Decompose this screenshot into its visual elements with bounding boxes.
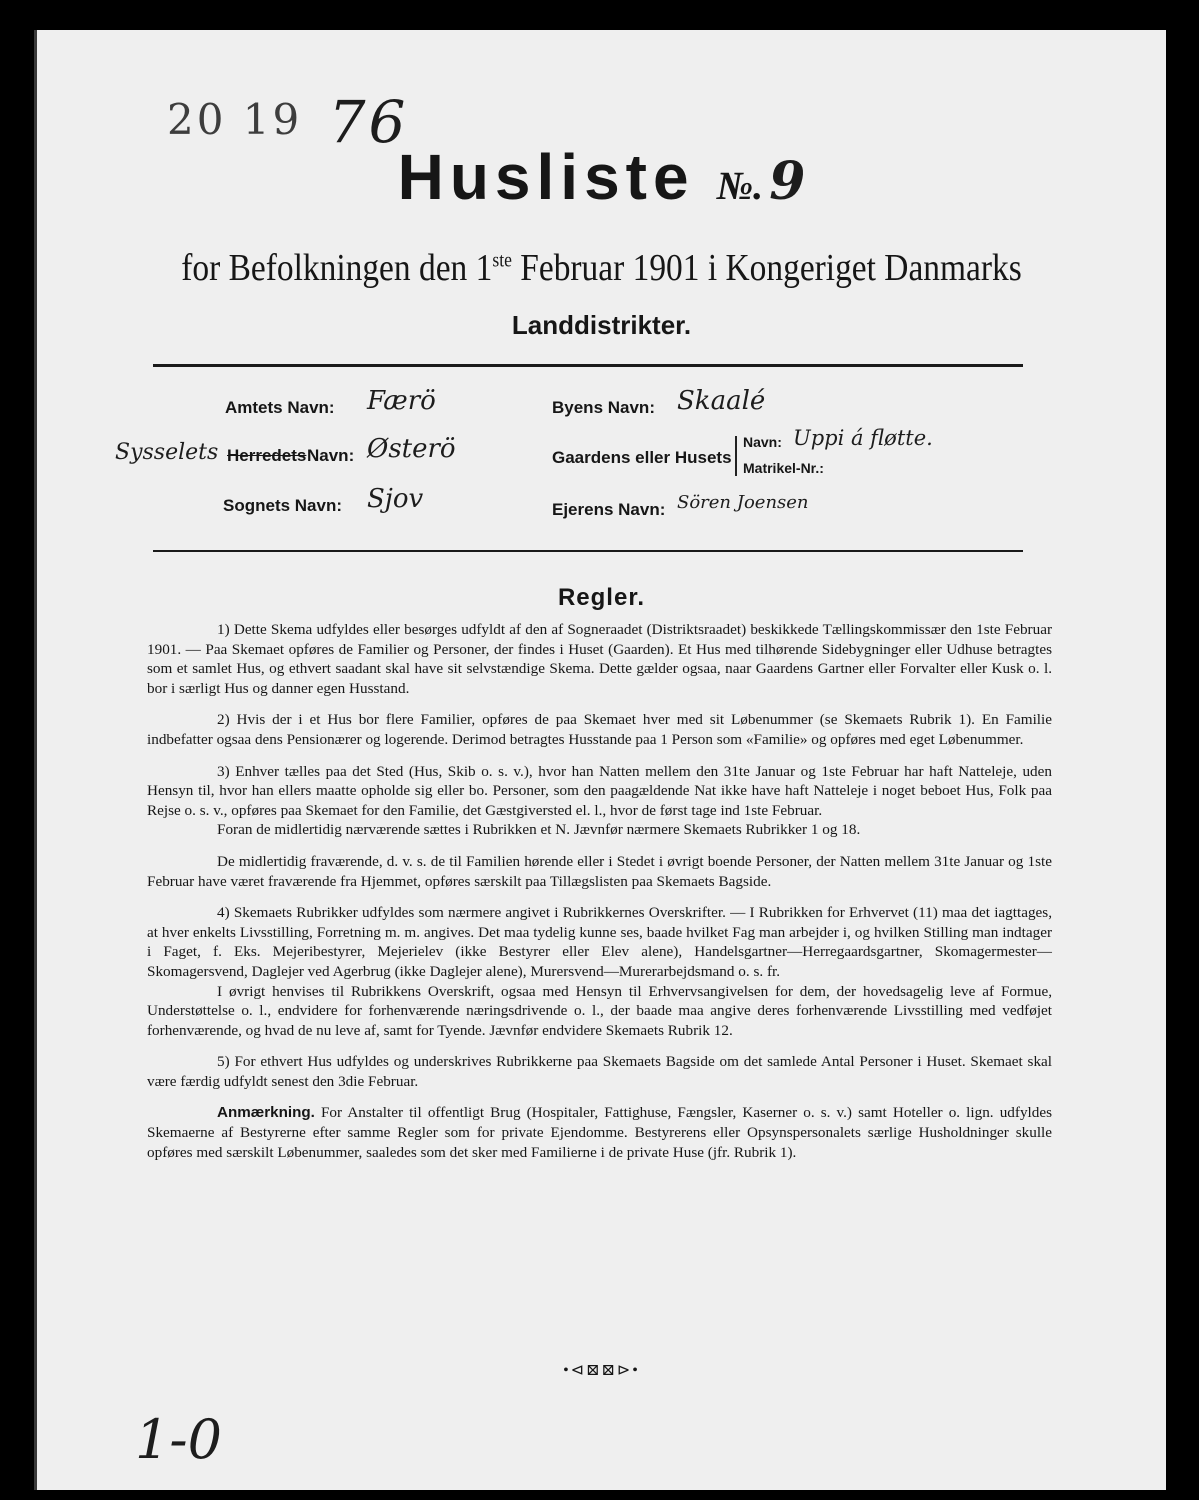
middle-divider — [153, 550, 1023, 552]
sogn-value: Sjov — [367, 484, 424, 514]
rule-4: 4) Skemaets Rubrikker udfyldes som nærmere angivet i Rubrikkernes Overskrifter. — I Rubrikken for Erhvervet (11) maa det iagttages, at hver enkelts Livsstilling, Forretning m. m. angives. Det maa tydelig kunne ses, baade hvilket Fag man arbejder i, og hvilken Stilling man indtager i Faget, f. Eks. Mejeribestyrer, Mejerielev (ikke Bestyrer eller Elev alene), Handelsgartner—Herregaardsgartner, Skomagermester—Skomagersvend, Daglejer ved Agerbrug (ikke Daglejer alene), Murersvend—Murerarbejdsmand o. s. fr. — [147, 904, 1052, 980]
herred-struck-label: Herredets — [227, 446, 307, 465]
stamp-handwritten-number: 76 — [328, 88, 409, 156]
herred-label: Navn: — [307, 446, 355, 465]
form-title — [37, 140, 1166, 214]
district-heading: Landdistrikter. — [511, 310, 692, 340]
title-text: Husliste — [397, 141, 695, 213]
number-label: №. — [716, 163, 764, 208]
ejer-label: Ejerens Navn: — [552, 500, 666, 519]
rule-5: 5) For ethvert Hus udfyldes og underskrives Rubrikkerne paa Skemaets Bagside om det samlede Antal Personer i Huset. Skemaet skal være færdig udfyldt senest den 3die Februar. — [147, 1053, 1052, 1090]
amt-label: Amtets Navn: — [225, 398, 335, 417]
ornament-divider: •⊲⊠⊠⊳• — [563, 1362, 640, 1379]
census-form-sheet — [34, 30, 1166, 1490]
note — [147, 1103, 1052, 1162]
rule-3b: Foran de midlertidig nærværende sættes i Rubrikken et N. Jævnfør nærmere Skemaets Rubrikker 1 og 18. — [217, 821, 861, 839]
matrikel-label: Matrikel-Nr.: — [743, 460, 824, 476]
rule-3c: De midlertidig fraværende, d. v. s. de til Familien hørende eller i Stedet i øvrigt boende Personer, der Natten mellem 31te Januar og 1ste Februar have været fraværende fra Hjemmet, opføres særskilt paa Tillægslisten paa Skemaets Bagside. — [147, 852, 1052, 890]
gaard-navn-label: Navn: — [743, 434, 782, 450]
rules-title: Regler. — [557, 584, 646, 611]
sogn-label: Sognets Navn: — [223, 496, 343, 515]
rules-body — [147, 620, 1052, 1174]
note-text: For Anstalter til offentligt Brug (Hospitaler, Fattighuse, Fængsler, Kaserner o. s. v.) samt Hoteller o. lign. udfyldes Skemaerne af Bestyrerne efter samme Regler som for private Ejendomme. Bestyrerens eller Opsynspersonalets særlige Husholdninger skulle opføres med særskilt Løbenummer, saaledes som det sker med Familierne i de private Huse (jfr. Rubrik 1). — [147, 1104, 1052, 1161]
stamp-printed-number: 20 19 — [167, 95, 303, 144]
herred-prefix-handwritten: Sysselets — [115, 440, 219, 465]
rule-3: 3) Enhver tælles paa det Sted (Hus, Skib o. s. v.), hvor han Natten mellem den 31te Januar og 1ste Februar har haft Natteleje, uden Hensyn til, hvor han ellers maatte opholde sig eller bo. Personer, som den paagældende Nat ikke have haft Natteleje i noget beboet Hus, Folk paa Rejse o. s. v., opføres paa Skemaet for den Familie, det Gæstgiversted el. l., hvor de først tage ind 1ste Februar. — [147, 762, 1052, 819]
gaard-label: Gaardens eller Husets — [552, 448, 732, 467]
ejer-value: Sören Joensen — [677, 492, 809, 513]
subtitle-post: Februar 1901 i Kongeriget Danmarks — [511, 247, 1022, 289]
subtitle-sup: ste — [492, 249, 512, 272]
rule-4b: I øvrigt henvises til Rubrikkens Overskrift, ogsaa med Hensyn til Erhvervsangivelsen for dem, der hovedsagelig leve af Formue, Understøttelse o. l., endvidere for forhenværende næringsdrivende o. l., der baade maa angive deres forhenværende Livsstilling med vedføjet forhenværende, og hvad de nu leve af, samt for Tyende. Jævnfør endvidere Skemaets Rubrik 12. — [147, 982, 1052, 1039]
archive-stamp — [167, 80, 409, 156]
herred-value: Østerö — [367, 434, 456, 464]
bottom-handwritten-note: 1-0 — [135, 1408, 222, 1471]
rule-1: 1) Dette Skema udfyldes eller besørges udfyldt af den af Sogneraadet (Distriktsraadet) beskikkede Tællingskommissær den 1ste Februar 1901. — Paa Skemaet opføres de Familier og Personer, der findes i Huset (Gaarden). Et Hus med tilhørende Sidebygninger eller Udhuse betragtes som et samlet Hus, og ethvert saadant skal have sit selvstændige Skema. Dette gælder ogsaa, naar Gaardens Gartner eller Forvalter eller Kusk o. l. bor i særligt Hus og danner egen Husstand. — [147, 621, 1052, 697]
note-label: Anmærkning. — [217, 1104, 315, 1122]
by-label: Byens Navn: — [552, 398, 655, 417]
gaard-navn-value: Uppi á fløtte. — [793, 426, 933, 450]
amt-value: Færö — [367, 386, 436, 416]
by-value: Skaalé — [677, 386, 766, 416]
form-subtitle — [105, 246, 1099, 290]
top-divider — [153, 364, 1023, 367]
subtitle-pre: for Befolkningen den 1 — [181, 247, 493, 289]
brace — [735, 436, 737, 476]
rule-2: 2) Hvis der i et Hus bor flere Familier, opføres de paa Skemaet hver med sit Løbenummer (se Skemaets Rubrik 1). En Familie indbefatter ogsaa dens Pensionærer og logerende. Derimod betragtes Husstande paa 1 Person som «Familie» og opføres med eget Løbenummer. — [147, 711, 1052, 748]
house-number-value: 9 — [769, 151, 806, 212]
